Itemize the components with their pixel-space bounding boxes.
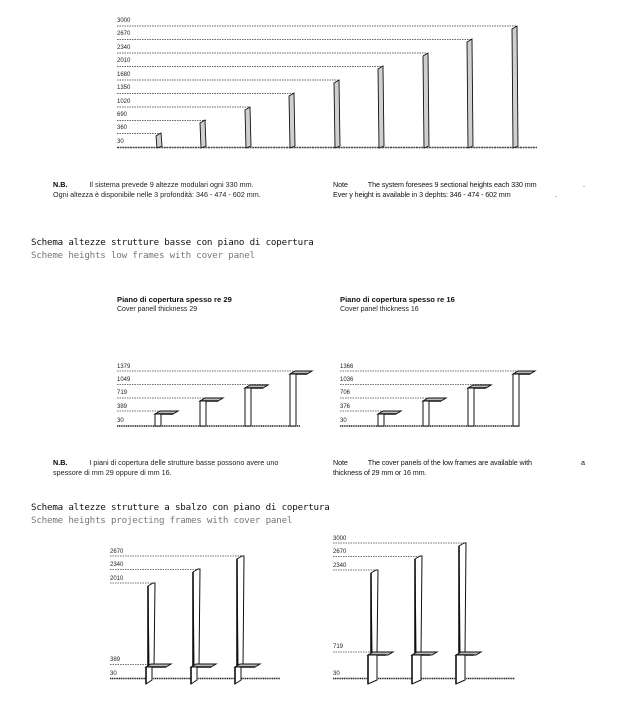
level-label: 2340 (333, 563, 347, 569)
level-label: 3000 (333, 536, 347, 542)
note-text: Ogni altezza è disponibile nelle 3 profondità: 346 - 474 - 602 mm. (53, 190, 261, 199)
level-label: 389 (110, 657, 121, 663)
note-text: a (581, 458, 585, 467)
note-text: thickness of 29 mm or 16 mm. (333, 468, 427, 477)
level-label: 1036 (340, 377, 354, 383)
panel-29-subtitle: Cover panell thickness 29 (117, 306, 198, 313)
level-label: 30 (110, 671, 117, 677)
level-label: 376 (340, 404, 351, 410)
section-heading-low-frames: Schema altezze strutture basse con piano di copertura (31, 237, 314, 248)
section-heading-projecting-frames: Schema altezze strutture a sbalzo con piano di copertura (31, 502, 330, 513)
level-label: 2010 (110, 576, 124, 582)
note-text: spessore di mm 29 oppure di mm 16. (53, 468, 172, 477)
level-label: 1350 (117, 85, 131, 91)
level-label: 30 (117, 418, 124, 424)
panel-29-title: Piano di copertura spesso re 29 (117, 295, 232, 304)
note-text: The cover panels of the low frames are available with (367, 458, 532, 467)
level-label: 2340 (110, 562, 124, 568)
level-label: 2670 (117, 31, 131, 37)
level-label: 2010 (117, 58, 131, 64)
level-label: 360 (117, 125, 128, 131)
section-subheading-low-frames: Scheme heights low frames with cover panel (31, 250, 255, 261)
level-label: 2670 (333, 549, 347, 555)
level-label: 1379 (117, 364, 131, 370)
level-label: 389 (117, 404, 128, 410)
note-label: N.B. (53, 458, 68, 467)
panel-16-title: Piano di copertura spesso re 16 (340, 295, 455, 304)
level-label: 30 (340, 418, 347, 424)
note-text: Il sistema prevede 9 altezze modulari ogni 330 mm. (89, 180, 254, 189)
level-label: 719 (117, 390, 128, 396)
level-label: 1049 (117, 377, 131, 383)
level-label: 706 (340, 390, 351, 396)
note-label: N.B. (53, 180, 68, 189)
level-label: 30 (333, 671, 340, 677)
level-label: 1020 (117, 99, 131, 105)
level-label: 2670 (110, 549, 124, 555)
note-text: . (583, 180, 585, 189)
note-text: I piani di copertura delle strutture basse possono avere uno (89, 458, 279, 467)
note-text: Ever y height is available in 3 dephts: 346 - 474 - 602 mm (333, 190, 511, 199)
panel-16-subtitle: Cover panel thickness 16 (340, 306, 419, 313)
level-label: 30 (117, 139, 124, 145)
level-label: 719 (333, 644, 344, 650)
note-text: The system foresees 9 sectional heights each 330 mm (367, 180, 537, 189)
level-label: 3000 (117, 18, 131, 24)
level-label: 690 (117, 112, 128, 118)
note-label: Note (333, 180, 348, 189)
note-label: Note (333, 458, 348, 467)
level-label: 2340 (117, 45, 131, 51)
section-subheading-projecting-frames: Scheme heights projecting frames with cover panel (31, 515, 293, 526)
level-label: 1366 (340, 364, 354, 370)
note-text: . (555, 190, 557, 199)
level-label: 1680 (117, 72, 131, 78)
